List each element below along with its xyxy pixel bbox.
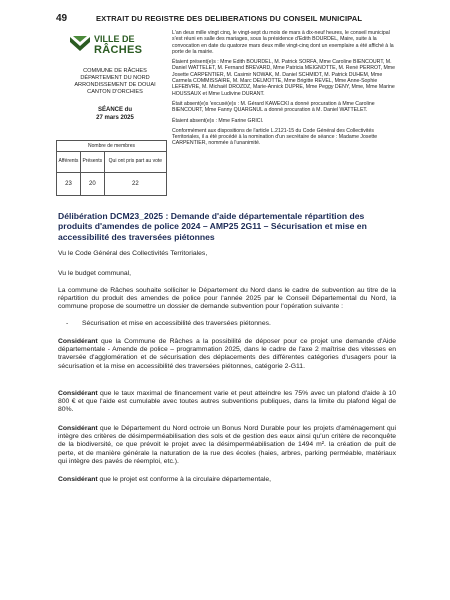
deliberation-title: Délibération DCM23_2025 : Demande d'aide départementale répartition des produits d'amendes de police 2024 – AMP25 2G11 – Sécurisation et mise en accessibilité des traversées piétonnes — [58, 211, 367, 242]
members-value: 23 — [57, 173, 81, 196]
vu-cgct — [58, 250, 396, 258]
vu-budget — [58, 270, 396, 278]
session-details — [172, 30, 396, 151]
considerant-2 — [58, 390, 396, 415]
logo-line1: VILLE DE — [94, 34, 135, 44]
vu-line: Vu le budget communal, — [58, 270, 132, 277]
considerant-text: que le projet est conforme à la circulaire départementale, — [97, 476, 272, 483]
excused-members: Était absent(e)s 'excusé(e)s : M. Gérard KAWECKI a donné procuration à Mme Caroline BIENCOURT, Mme Fanny QUARGNUL a donné procuration à M. Daniel WATTELET. — [172, 100, 375, 114]
bullet-marker: - — [66, 320, 69, 327]
town-logo — [70, 34, 160, 58]
considerant-lead: Considérant — [58, 425, 98, 432]
intro-text: La commune de Râches souhaite solliciter le Département du Nord dans le cadre de subvention au titre de la répartition du produit des amendes de police pour l'année 2025 par le Conseil Départemental du Nord, la commune propose de soumettre un dossier de demande subvention pour l'opération suivante : — [58, 287, 396, 311]
considerant-lead: Considérant — [58, 476, 98, 483]
considerant-3 — [58, 425, 396, 466]
considerant-4 — [58, 476, 396, 484]
members-col-label: Présents — [80, 152, 104, 173]
members-table-header: Nombre de membres — [57, 141, 167, 152]
commune-line: DÉPARTEMENT DU NORD — [80, 75, 150, 81]
considerant-lead: Considérant — [58, 338, 98, 345]
session-intro: L'an deux mille vingt cinq, le vingt-sept du mois de mars à dix-neuf heures, le conseil municipal s'est réuni en salle des mariages, sous la présidence d'Edith BOURDEL, Maire, suite à la convocation en date du quatorze mars deux mille vingt-cinq dont un exemplaire a été affiché à la porte de la mairie. — [172, 30, 394, 55]
absent-members: Étaient absent(e)s : Mme Farine GRICI. — [172, 117, 264, 124]
present-members: Étaient présent(e)s : Mme Edith BOURDEL, M. Patrick SORFA, Mme Caroline BIENCOURT, M. Daniel WATTELET, M. Fernand BREVARD, Mme Patricia MEIGNOTTE, M. René PERROT, Mme Josette CARPENTIER, M. Casimir NOWAK, M. Daniel SCHMIDT, M. Patrick DUHEM, Mme Carmela COMMISSAIRE, M. Marc DELMOTTE, Mme Brigitte REVEL, Mme Anne-Sophie LEFEBVRE, M. Michaël DROZDZ, Marie-Annick DUPRE, Mme Peggy DENY, Mme, Mme Marine HOUSSAUX et Mme Ludivine DURANT. — [172, 59, 396, 97]
commune-block — [62, 68, 168, 96]
commune-line: COMMUNE DE RÂCHES — [83, 68, 147, 74]
bullet-item — [66, 320, 271, 327]
seance-label: SÉANCE du — [97, 107, 132, 113]
seance-block — [62, 107, 168, 122]
members-value: 20 — [80, 173, 104, 196]
members-col-label: Qui ont pris part au vote — [104, 152, 166, 173]
considerant-lead: Considérant — [58, 390, 98, 397]
members-table — [56, 140, 167, 196]
logo-line2: RÂCHES — [94, 44, 143, 56]
considerant-text: que le taux maximal de financement varie et peut atteindre les 75% avec un plafond d'aide à 10 800 € et que l'aide est cumulable avec toutes autres subventions publiques, dans la limite du plafond légal de 80%. — [58, 390, 396, 414]
commune-line: CANTON D'ORCHIES — [87, 89, 143, 95]
page-number: 49 — [56, 13, 68, 24]
considerant-1 — [58, 338, 396, 371]
intro-paragraph — [58, 287, 396, 312]
seance-date: 27 mars 2025 — [96, 114, 134, 121]
register-title: EXTRAIT DU REGISTRE DES DELIBERATIONS DU CONSEIL MUNICIPAL — [96, 14, 363, 23]
secretary-nomination: Conformément aux dispositions de l'article L.2121-15 du Code Général des Collectivités Territoriales, il a été procédé à la nomination d'un secrétaire de séance : Madame Josette CARPENTIER, nommée à l'unanimité. — [172, 127, 378, 147]
members-col-label: Afférents — [57, 152, 81, 173]
considerant-text: que le Département du Nord octroie un Bonus Nord Durable pour les projets d'aménagement qui intègre des critères de désimperméabilisation des sols et de gestion des eaux ainsi qu'un critère de reconquête de la biodiversité, ce que prévoit le projet avec la désimperméabilisation de 1494 m². la création de puit de perte, et de manière générale la naturation de la rue des écoles (haies, arbres, parking perméable, matériaux qui intègre des pavés de réemploi, etc.). — [58, 425, 396, 465]
considerant-text: que la Commune de Râches a la possibilité de déposer pour ce projet une demande d'Aide départementale - Amende de police – programmation 2025, dans le cadre de l'axe 2 maîtrise des vitesses en traversée d'agglomération et de sécurisation des déplacements des différentes catégories d'usagers pour la sécurisation et la mise en accessibilité des traversées piétonnes, catégorie 2-G11. — [58, 338, 396, 370]
chevron-logo-icon — [70, 34, 90, 54]
commune-line: ARRONDISSEMENT DE DOUAI — [74, 82, 156, 88]
members-value: 22 — [104, 173, 166, 196]
vu-line: Vu le Code Général des Collectivités Territoriales, — [58, 250, 208, 257]
bullet-text: Sécurisation et mise en accessibilité des traversées piétonnes. — [82, 320, 271, 327]
